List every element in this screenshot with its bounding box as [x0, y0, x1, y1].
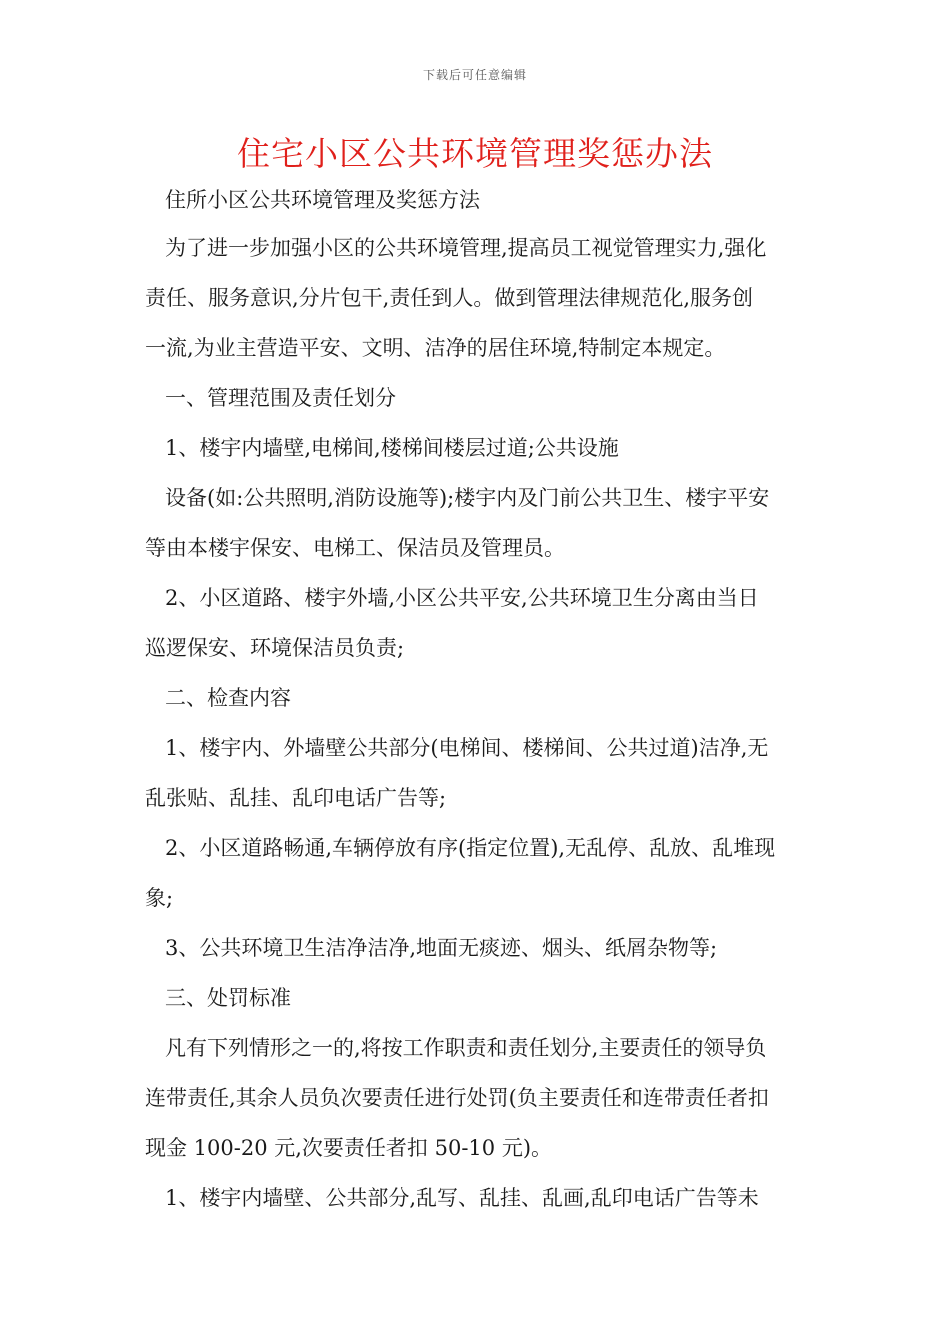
body-line: 一流,为业主营造平安、文明、洁净的居住环境,特制定本规定。	[145, 336, 726, 360]
body-line: 等由本楼宇保安、电梯工、保洁员及管理员。	[145, 536, 565, 560]
document-body	[145, 180, 810, 1226]
body-line: 为了进一步加强小区的公共环境管理,提高员工视觉管理实力,强化	[165, 236, 767, 260]
body-line: 凡有下列情形之一的,将按工作职责和责任划分,主要责任的领导负	[165, 1036, 767, 1060]
body-line: 住所小区公共环境管理及奖惩方法	[165, 188, 480, 212]
body-line: 1、楼宇内、外墙壁公共部分(电梯间、楼梯间、公共过道)洁净,无	[165, 736, 769, 760]
body-line: 设备(如:公共照明,消防设施等);楼宇内及门前公共卫生、楼宇平安	[165, 486, 770, 510]
body-line: 连带责任,其余人员负次要责任进行处罚(负主要责任和连带责任者扣	[145, 1086, 769, 1110]
body-line: 巡逻保安、环境保洁员负责;	[145, 636, 405, 660]
section-heading: 二、检查内容	[165, 686, 291, 710]
body-line: 2、小区道路畅通,车辆停放有序(指定位置),无乱停、乱放、乱堆现	[165, 836, 776, 860]
document-title: 住宅小区公共环境管理奖惩办法	[237, 134, 713, 173]
body-line: 现金 100-20 元,次要责任者扣 50-10 元)。	[145, 1136, 553, 1160]
body-line: 乱张贴、乱挂、乱印电话广告等;	[145, 786, 447, 810]
body-line: 1、楼宇内墙壁、公共部分,乱写、乱挂、乱画,乱印电话广告等未	[165, 1186, 759, 1210]
page-header-note: 下载后可任意编辑	[422, 68, 527, 82]
section-heading: 一、管理范围及责任划分	[165, 386, 396, 410]
body-line: 责任、服务意识,分片包干,责任到人。做到管理法律规范化,服务创	[145, 286, 754, 310]
body-line: 1、楼宇内墙壁,电梯间,楼梯间楼层过道;公共设施	[165, 436, 619, 460]
section-heading: 三、处罚标准	[165, 986, 291, 1010]
body-line: 2、小区道路、楼宇外墙,小区公共平安,公共环境卫生分离由当日	[165, 586, 759, 610]
body-line: 象;	[145, 886, 174, 910]
body-line: 3、公共环境卫生洁净洁净,地面无痰迹、烟头、纸屑杂物等;	[165, 936, 718, 960]
